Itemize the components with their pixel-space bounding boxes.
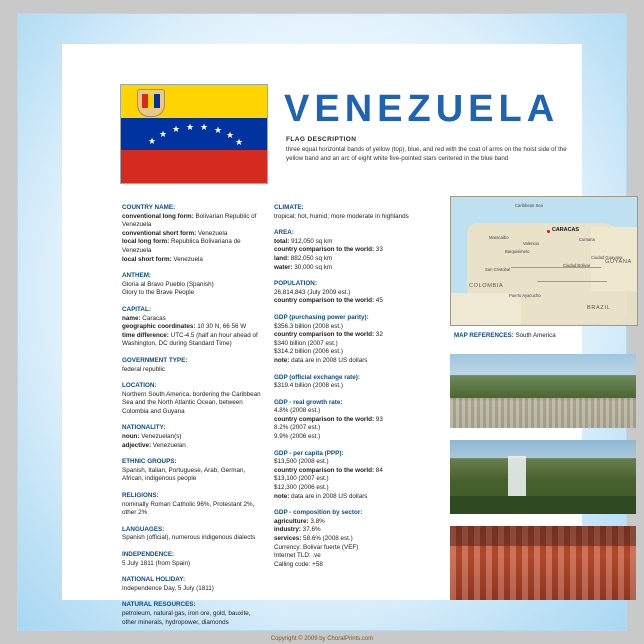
map-city-label: San Cristobal <box>485 267 511 272</box>
section-heading: GDP - per capita (PPP): <box>274 449 344 457</box>
section-line: services: 58.6% (2008 est.) <box>274 535 353 542</box>
section-line: Calling code: +58 <box>274 560 323 568</box>
section-line: water: 30,000 sq km <box>274 263 333 271</box>
section-line: $314.2 billion (2006 est.) <box>274 348 343 356</box>
section-line: 8.2% (2007 est.) <box>274 424 321 432</box>
section-heading: INDEPENDENCE: <box>122 551 175 558</box>
section-heading: LANGUAGES: <box>122 525 165 533</box>
section-heading: NATIONAL HOLIDAY: <box>122 576 186 584</box>
section-line: geographic coordinates: 10 30 N, 66 56 W <box>122 323 247 331</box>
section-line: name: Caracas <box>122 314 166 322</box>
section-line: agriculture: 3.8% <box>274 517 325 525</box>
section-line: petroleum, natural gas, iron ore, gold, bauxite, other minerals, hydropower, diamonds <box>122 609 251 626</box>
info-column-left <box>122 204 262 627</box>
section-line: $340 billion (2007 est.) <box>274 339 338 347</box>
photo-angel-falls-landscape <box>450 440 636 514</box>
section-line: Currency: Bolivar fuerte (VEF) <box>274 543 359 551</box>
section-line: Internet TLD: .ve <box>274 552 321 560</box>
section-heading: GDP (official exchange rate): <box>274 373 360 381</box>
section-line: Spanish (official), numerous indigenous dialects <box>122 534 256 542</box>
photo-indigenous-people <box>450 526 636 600</box>
section-line: Northern South America, bordering the Caribbean Sea and the North Atlantic Ocean, between Colombia and Guyana <box>122 390 261 415</box>
section-line: local short form: Venezuela <box>122 255 203 263</box>
section-heading: ETHNIC GROUPS: <box>122 458 177 466</box>
section-line: 26,814,843 (July 2009 est.) <box>274 288 351 296</box>
info-column-right <box>274 204 416 569</box>
map-sea-label: Caribbean Sea <box>515 203 543 208</box>
flag-description-text: three equal horizontal bands of yellow (top), blue, and red with the coat of arms on the hoist side of the yellow band and an arc of eight white five-pointed stars centered in the blue band <box>286 146 567 162</box>
section-heading: GDP (purchasing power parity): <box>274 313 369 321</box>
copyright-footer: Copyright © 2009 by ChoralPrints.com <box>270 636 374 642</box>
map-river <box>537 281 607 282</box>
photo-caracas-cityscape <box>450 354 636 428</box>
section-line: $13,100 (2007 est.) <box>274 475 329 483</box>
section-line: time difference: UTC-4.5 (half an hour ahead of Washington, DC during Standard Time) <box>122 331 258 348</box>
section-heading: GDP - real growth rate: <box>274 398 343 406</box>
section-line: Gloria al Bravo Pueblo (Spanish) <box>122 280 214 288</box>
map-references <box>454 332 556 339</box>
section-heading: CAPITAL: <box>122 305 151 313</box>
section-line: local long form: Republica Bolivariana de Venezuela <box>122 238 241 254</box>
section-heading: GOVERNMENT TYPE: <box>122 356 188 364</box>
section-heading: CLIMATE: <box>274 204 304 211</box>
flag-band-red <box>121 150 267 183</box>
section-line: country comparison to the world: 45 <box>274 297 383 305</box>
section-line: total: 912,050 sq km <box>274 237 333 245</box>
map-neighbor-label: GUYANA <box>605 259 632 265</box>
section-line: $319.4 billion (2008 est.) <box>274 382 343 390</box>
section-line: federal republic <box>122 365 166 373</box>
section-line: $356.3 billion (2008 est.) <box>274 322 343 330</box>
section-line: country comparison to the world: 84 <box>274 466 383 474</box>
map-references-label: MAP REFERENCES: <box>454 332 514 339</box>
section-heading: ANTHEM: <box>122 272 152 280</box>
venezuela-flag <box>120 84 268 184</box>
section-line: country comparison to the world: 33 <box>274 246 383 254</box>
section-line: 9.9% (2006 est.) <box>274 433 321 441</box>
poster <box>18 14 632 642</box>
coat-of-arms-icon <box>137 89 165 117</box>
section-line: note: data are in 2008 US dollars <box>274 356 368 364</box>
page-title: VENEZUELA <box>284 88 560 130</box>
map-city-label: Cumana <box>579 237 595 242</box>
section-line: tropical; hot, humid; more moderate in highlands <box>274 212 409 220</box>
section-line: Glory to the Brave People <box>122 289 195 297</box>
section-heading: POPULATION: <box>274 280 317 288</box>
section-line: conventional short form: Venezuela <box>122 229 228 237</box>
section-line: adjective: Venezuelan <box>122 441 186 449</box>
map-capital-dot <box>547 230 550 233</box>
map-city-label: Ciudad Guayana <box>591 255 623 260</box>
map-neighbor-label: BRAZIL <box>587 305 611 311</box>
section-line: conventional long form: Bolivarian Republic of Venezuela <box>122 212 257 229</box>
section-line: $13,500 (2008 est.) <box>274 458 329 466</box>
map-city-label: Maracaibo <box>489 235 509 240</box>
flag-star-arc: ★ ★ ★ ★ ★ ★ ★ ★ <box>148 121 244 147</box>
section-line: $12,300 (2006 est.) <box>274 484 329 492</box>
map-city-label: Ciudad Bolivar <box>563 263 591 268</box>
section-heading: COUNTRY NAME: <box>122 204 176 211</box>
section-line: land: 882,050 sq km <box>274 254 333 262</box>
map-neighbor-label: COLOMBIA <box>469 283 504 289</box>
section-line: noun: Venezuelan(s) <box>122 433 182 441</box>
section-line: 5 July 1811 (from Spain) <box>122 559 191 567</box>
section-line: nominally Roman Catholic 96%, Protestant 2%, other 2% <box>122 500 255 517</box>
section-line: industry: 37.6% <box>274 526 321 534</box>
map-city-label: Valencia <box>523 241 539 246</box>
section-line: country comparison to the world: 32 <box>274 331 383 339</box>
map-city-label: Barquisimeto <box>505 249 530 254</box>
poster-inner-panel <box>62 44 632 642</box>
section-heading: RELIGIONS: <box>122 492 159 500</box>
section-line: 4.8% (2008 est.) <box>274 407 321 415</box>
section-line: note: data are in 2008 US dollars <box>274 492 368 500</box>
section-line: Independence Day, 5 July (1811) <box>122 584 214 592</box>
map-capital-label: CARACAS <box>552 227 579 233</box>
flag-description-heading: FLAG DESCRIPTION <box>286 136 357 143</box>
section-heading: LOCATION: <box>122 382 157 390</box>
section-heading: NATURAL RESOURCES: <box>122 601 196 609</box>
section-line: country comparison to the world: 93 <box>274 415 383 423</box>
section-heading: NATIONALITY: <box>122 424 166 432</box>
section-heading: AREA: <box>274 229 294 237</box>
section-heading: GDP - composition by sector: <box>274 509 363 517</box>
map-references-value: South America <box>515 332 556 339</box>
venezuela-map <box>450 196 638 326</box>
map-city-label: Puerto Ayacucho <box>509 293 541 298</box>
section-line: Spanish, Italian, Portuguese, Arab, German, African, indigenous people <box>122 466 246 483</box>
